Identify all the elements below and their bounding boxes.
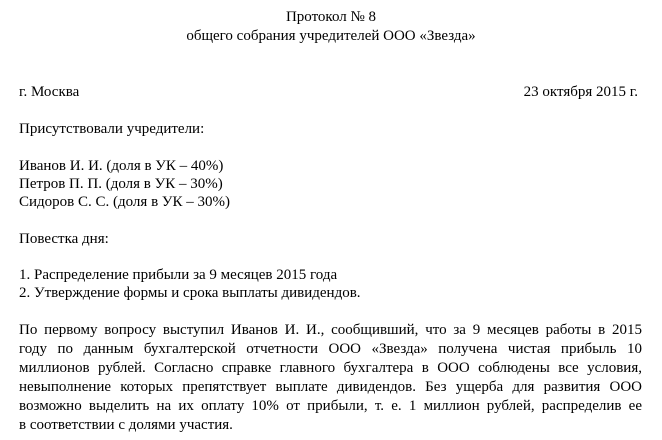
- paragraph-line: По первому вопросу выступил Иванов И. И., сообщивший, что за 9 месяцев работы в 2015: [19, 322, 642, 338]
- agenda-item: 2. Утверждение формы и срока выплаты дивидендов.: [19, 285, 361, 301]
- attendee-item: Сидоров С. С. (доля в УК – 30%): [19, 194, 231, 210]
- document-title: Протокол № 8: [285, 9, 377, 25]
- city: г. Москва: [19, 84, 80, 100]
- paragraph-line: миллионов рублей. Согласно справке главного бухгалтера в ООО соблюдены все условия,: [19, 360, 642, 376]
- paragraph-line: возможно выделить на их оплату 10% от прибыли, т. е. 1 миллион рублей, распределив ее: [19, 398, 642, 414]
- paragraph-line: невыполнение которых препятствует выплате дивидендов. Без ущерба для развития ООО: [19, 379, 642, 395]
- attendee-item: Петров П. П. (доля в УК – 30%): [19, 176, 223, 192]
- paragraph-line: в соответствии с долями участия.: [19, 417, 233, 433]
- document-subtitle: общего собрания учредителей ООО «Звезда»: [186, 28, 476, 44]
- paragraph-line: году по данным бухгалтерской отчетности ООО «Звезда» получена чистая прибыль 10: [19, 341, 642, 357]
- attendee-item: Иванов И. И. (доля в УК – 40%): [19, 158, 224, 174]
- attendees-heading: Присутствовали учредители:: [19, 121, 205, 137]
- agenda-heading: Повестка дня:: [19, 231, 109, 247]
- agenda-item: 1. Распределение прибыли за 9 месяцев 2015 года: [19, 267, 338, 283]
- discussion-paragraph: [19, 321, 642, 435]
- date: 23 октября 2015 г.: [523, 84, 638, 100]
